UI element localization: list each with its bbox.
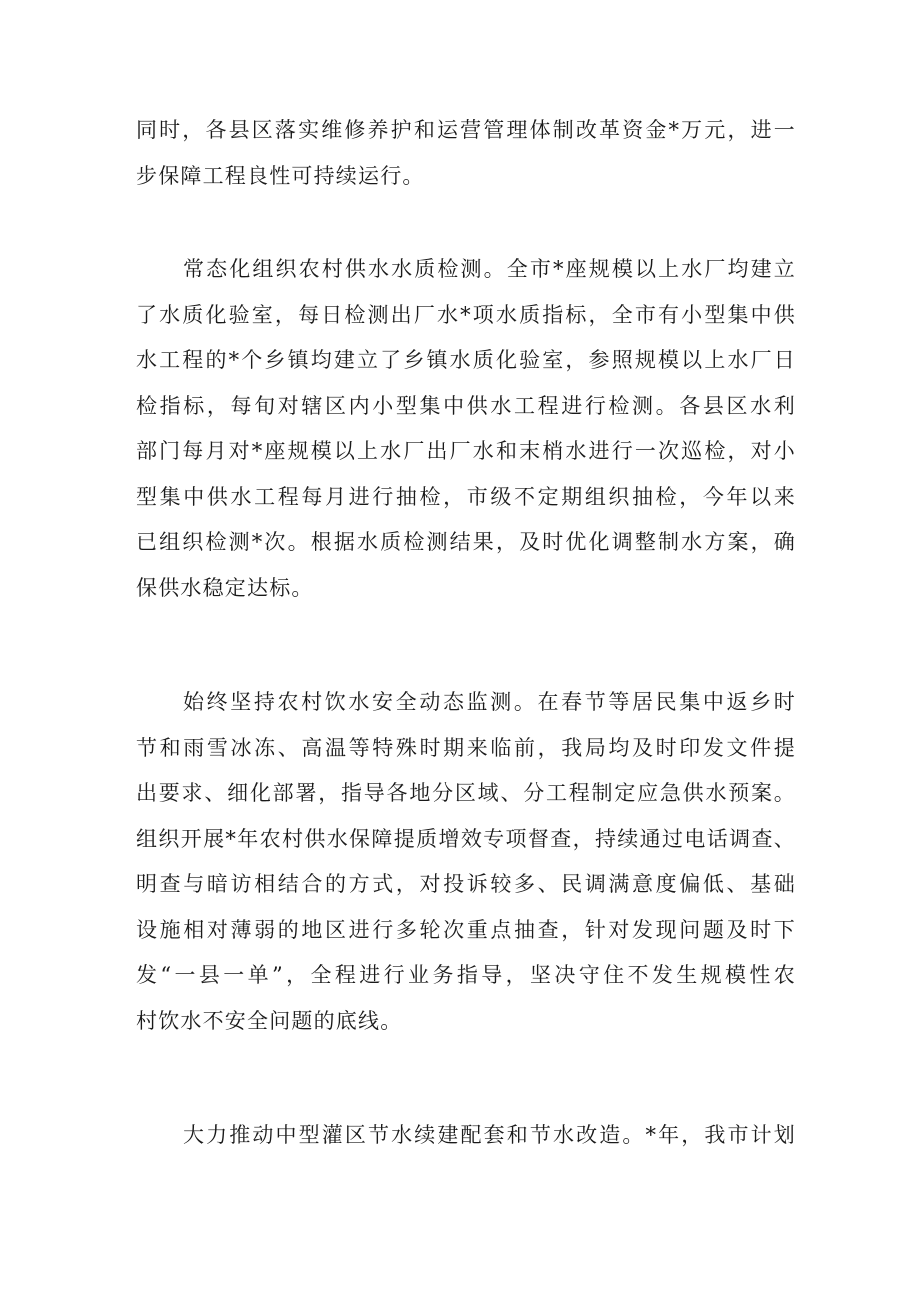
paragraph-maintenance-funds (136, 108, 796, 199)
text-line: 设施相对薄弱的地区进行多轮次重点抽查，针对发现问题及时下 (136, 917, 796, 942)
text-line: 步保障工程良性可持续运行。 (136, 163, 425, 188)
paragraph-dynamic-monitoring (136, 680, 796, 1044)
text-line: 发“一县一单”，全程进行业务指导，坚决守住不发生规模性农 (136, 963, 796, 987)
text-line: 保供水稳定达标。 (136, 575, 314, 600)
text-line: 了水质化验室，每日检测出厂水*项水质指标，全市有小型集中供 (136, 302, 796, 327)
text-line: 大力推动中型灌区节水续建配套和节水改造。*年，我市计划 (183, 1123, 796, 1147)
paragraph-water-quality-testing (136, 247, 796, 611)
text-line: 组织开展*年农村供水保障提质增效专项督查，持续通过电话调查、 (136, 826, 796, 851)
text-line: 检指标，每旬对辖区内小型集中供水工程进行检测。各县区水利 (136, 393, 796, 418)
text-line: 水工程的*个乡镇均建立了乡镇水质化验室，参照规模以上水厂日 (136, 348, 796, 372)
text-line: 已组织检测*次。根据水质检测结果，及时优化调整制水方案，确 (136, 530, 796, 554)
paragraph-irrigation-districts (136, 1113, 796, 1159)
text-line: 明查与暗访相结合的方式，对投诉较多、民调满意度偏低、基础 (136, 872, 796, 896)
text-line: 始终坚持农村饮水安全动态监测。在春节等居民集中返乡时 (183, 690, 796, 714)
text-line: 常态化组织农村供水水质检测。全市*座规模以上水厂均建立 (183, 257, 796, 281)
text-line: 村饮水不安全问题的底线。 (136, 1008, 403, 1033)
text-line: 出要求、细化部署，指导各地分区域、分工程制定应急供水预案。 (136, 781, 796, 805)
text-line: 节和雨雪冰冻、高温等特殊时期来临前，我局均及时印发文件提 (136, 735, 796, 760)
text-line: 型集中供水工程每月进行抽检，市级不定期组织抽检，今年以来 (136, 484, 796, 509)
text-line: 部门每月对*座规模以上水厂出厂水和末梢水进行一次巡检，对小 (136, 439, 796, 463)
text-line: 同时，各县区落实维修养护和运营管理体制改革资金*万元，进一 (136, 118, 796, 142)
